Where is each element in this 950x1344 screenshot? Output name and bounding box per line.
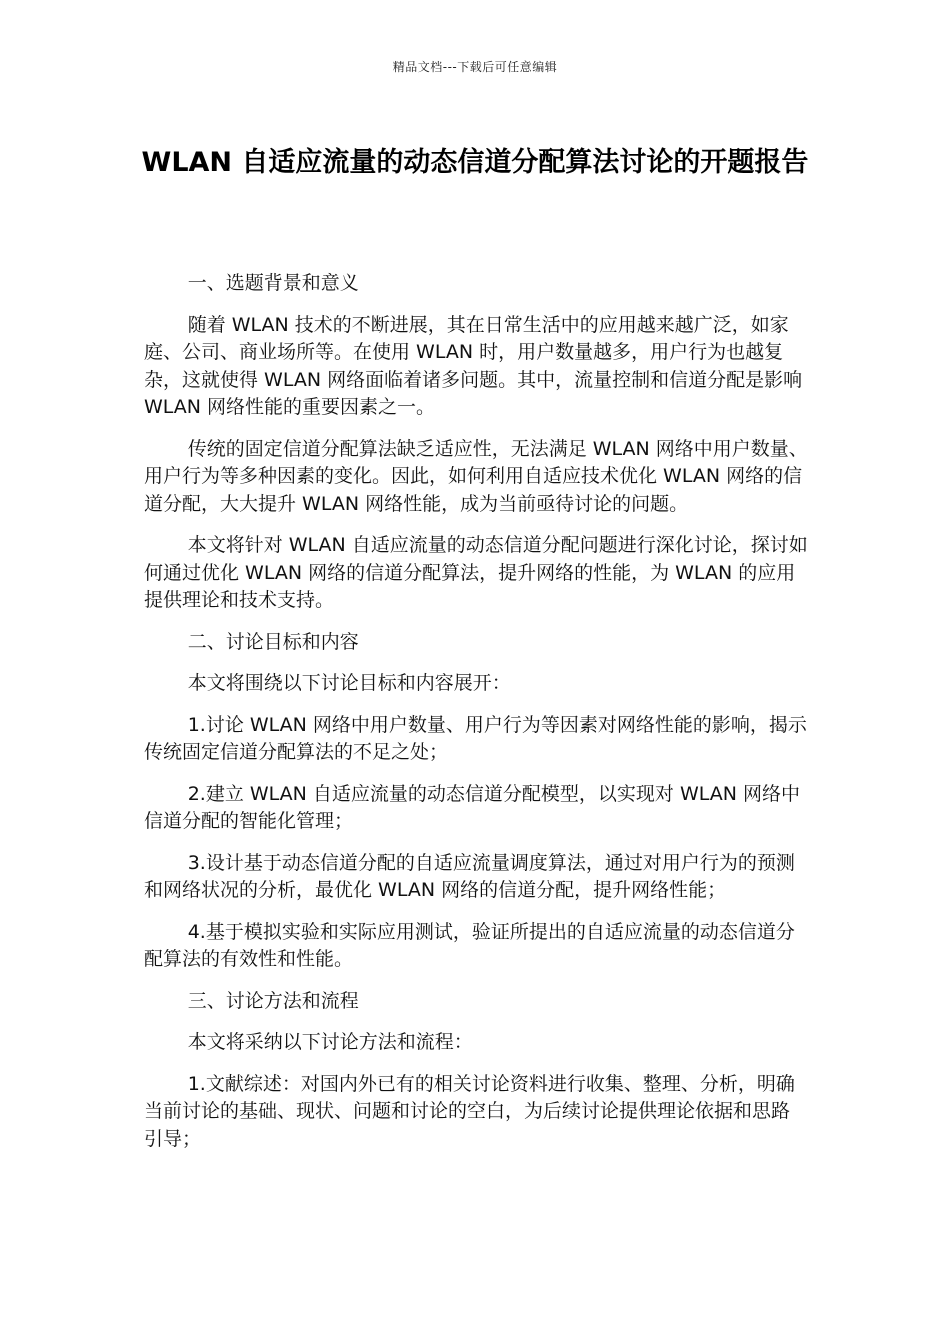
header-note: 精品文档---下载后可任意编辑	[392, 60, 558, 74]
section-heading-methods: 三、讨论方法和流程	[187, 989, 359, 1012]
list-item-goal-3: 3.设计基于动态信道分配的自适应流量调度算法，通过对用户行为的预测和网络状况的分析，最优化 WLAN 网络的信道分配，提升网络性能；	[144, 851, 795, 901]
paragraph-background-1: 随着 WLAN 技术的不断进展，其在日常生活中的应用越来越广泛，如家庭、公司、商业场所等。在使用 WLAN 时，用户数量越多，用户行为也越复杂，这就使得 WLAN 网络面临着诸多问题。其中，流量控制和信道分配是影响 WLAN 网络性能的重要因素之一。	[144, 313, 803, 418]
section-heading-goals: 二、讨论目标和内容	[187, 630, 359, 653]
paragraph-background-2: 传统的固定信道分配算法缺乏适应性，无法满足 WLAN 网络中用户数量、用户行为等多种因素的变化。因此，如何利用自适应技术优化 WLAN 网络的信道分配，大大提升 WLAN 网络性能，成为当前亟待讨论的问题。	[144, 437, 808, 515]
list-item-goal-1: 1.讨论 WLAN 网络中用户数量、用户行为等因素对网络性能的影响，揭示传统固定信道分配算法的不足之处；	[144, 713, 807, 763]
paragraph-goals-intro: 本文将围绕以下讨论目标和内容展开：	[187, 672, 511, 694]
section-heading-background: 一、选题背景和意义	[187, 272, 359, 294]
paragraph-methods-intro: 本文将采纳以下讨论方法和流程：	[187, 1031, 473, 1053]
list-item-method-1: 1.文献综述：对国内外已有的相关讨论资料进行收集、整理、分析，明确当前讨论的基础、现状、问题和讨论的空白，为后续讨论提供理论依据和思路引导；	[144, 1072, 795, 1150]
document-body	[144, 270, 808, 1167]
document-title: WLAN 自适应流量的动态信道分配算法讨论的开题报告	[141, 147, 809, 178]
paragraph-background-3: 本文将针对 WLAN 自适应流量的动态信道分配问题进行深化讨论，探讨如何通过优化 WLAN 网络的信道分配算法，提升网络的性能，为 WLAN 的应用提供理论和技术支持。	[144, 534, 808, 611]
list-item-goal-4: 4.基于模拟实验和实际应用测试，验证所提出的自适应流量的动态信道分配算法的有效性和性能。	[144, 920, 795, 970]
list-item-goal-2: 2.建立 WLAN 自适应流量的动态信道分配模型，以实现对 WLAN 网络中信道分配的智能化管理；	[144, 782, 801, 832]
